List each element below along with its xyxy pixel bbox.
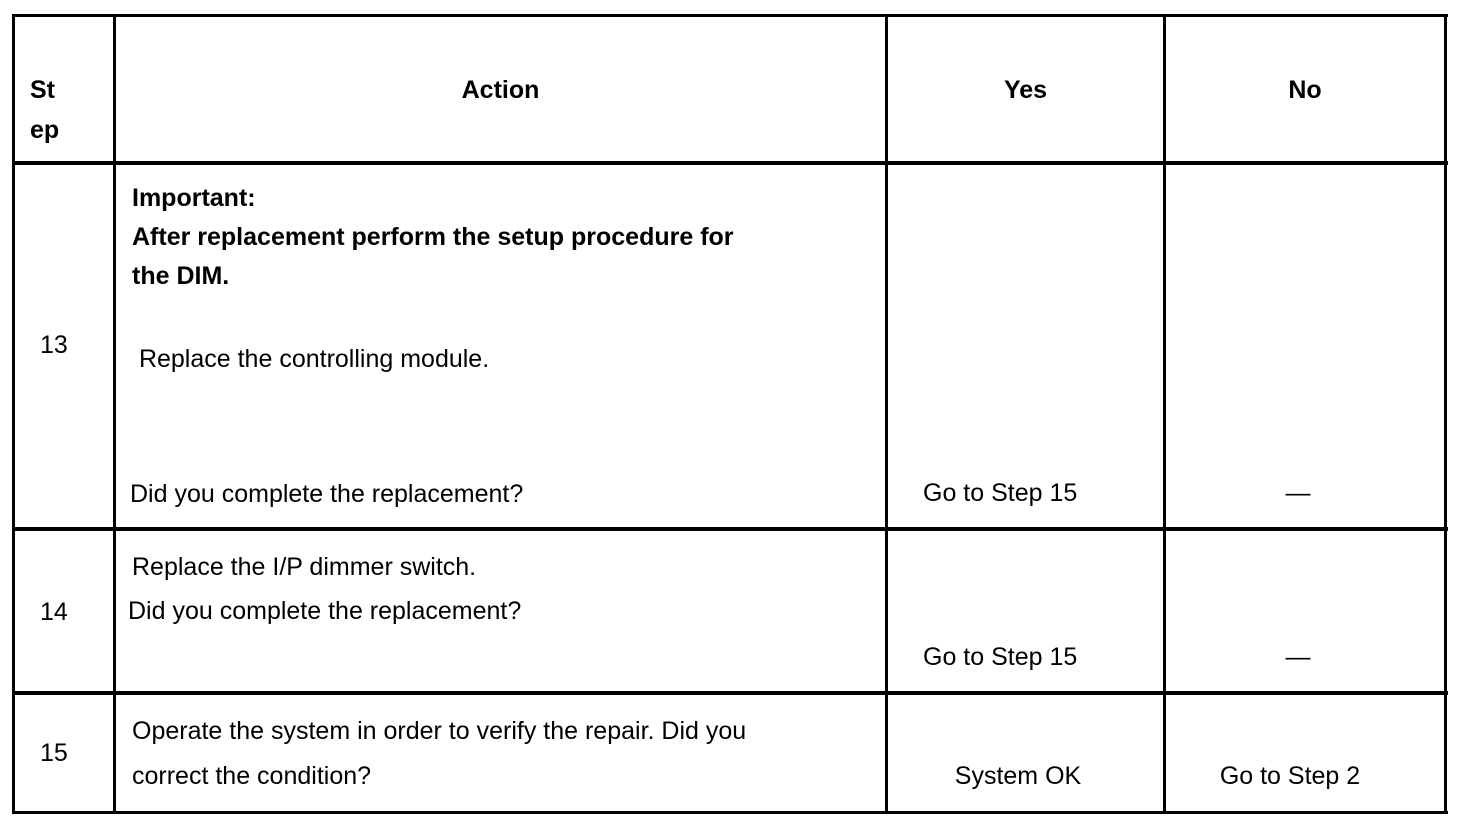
action-text: correct the condition? xyxy=(132,762,372,790)
action-question: Did you complete the replacement? xyxy=(128,597,522,625)
step-number: 15 xyxy=(40,739,68,767)
header-divider xyxy=(12,161,1448,165)
column-divider xyxy=(113,14,116,814)
yes-outcome: Go to Step 15 xyxy=(923,479,1078,507)
header-action: Action xyxy=(461,76,540,104)
step-number: 14 xyxy=(40,598,68,626)
action-question: Did you complete the replacement? xyxy=(130,480,524,508)
table-border-top xyxy=(12,14,1448,17)
column-divider xyxy=(885,14,888,814)
action-instruction: Replace the I/P dimmer switch. xyxy=(132,553,477,581)
yes-outcome: System OK xyxy=(954,762,1082,790)
row-divider xyxy=(12,527,1448,531)
important-note: the DIM. xyxy=(132,262,230,290)
table-border-bottom xyxy=(12,811,1448,814)
no-outcome: — xyxy=(1285,479,1311,507)
header-step: St xyxy=(30,76,55,104)
important-label: Important: xyxy=(132,184,256,212)
action-instruction: Replace the controlling module. xyxy=(132,345,490,373)
table-border-right xyxy=(1444,14,1447,814)
yes-outcome: Go to Step 15 xyxy=(923,643,1078,671)
row-divider xyxy=(12,691,1448,695)
important-note: After replacement perform the setup procedure for xyxy=(132,223,734,251)
action-text: Operate the system in order to verify the repair. Did you xyxy=(132,717,747,745)
header-no: No xyxy=(1288,76,1322,104)
header-step: ep xyxy=(30,116,60,144)
header-yes: Yes xyxy=(1003,76,1048,104)
no-outcome: Go to Step 2 xyxy=(1219,762,1361,790)
column-divider xyxy=(1163,14,1166,814)
step-number: 13 xyxy=(40,331,68,359)
no-outcome: — xyxy=(1285,643,1311,671)
table-border-left xyxy=(12,14,15,814)
